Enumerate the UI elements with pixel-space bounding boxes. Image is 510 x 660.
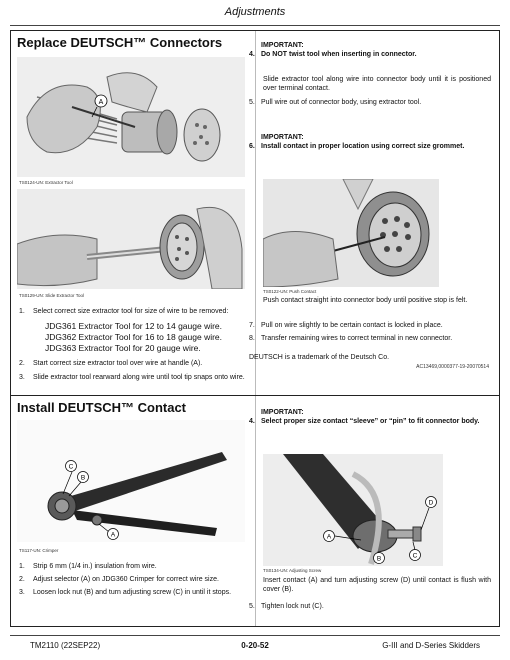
page-footer [10, 635, 500, 655]
slide-extractor-figure [17, 189, 245, 289]
trademark-note: DEUTSCH is a trademark of the Deutsch Co. [249, 354, 390, 361]
footer-manual-id: TM2110 (22SEP22) [30, 641, 101, 650]
figure-caption: TS117-UN: Crimper [19, 548, 59, 553]
step-text: Adjust selector (A) on JDG360 Crimper for correct wire size. [33, 576, 219, 583]
step-text: Strip 6 mm (1/4 in.) insulation from wire. [33, 563, 157, 570]
step-text: Pull wire out of connector body, using extractor tool. [261, 99, 422, 106]
crimper-figure [17, 420, 245, 542]
figure-caption: TS0122-UN: Push Contact [263, 289, 317, 294]
footer-page-number: 0-20-52 [241, 641, 269, 650]
step-number: 5. [249, 99, 255, 106]
step-5 [249, 602, 489, 611]
step-2 [19, 359, 251, 368]
step-number: 7. [249, 322, 255, 329]
step-2 [19, 575, 251, 584]
crimper-illustration [17, 420, 245, 542]
page-header-title: Adjustments [224, 6, 286, 18]
step-4 [249, 417, 489, 426]
step-text: Slide extractor tool rearward along wire until tool tip snaps onto wire. [33, 374, 245, 381]
step-text: Start correct size extractor tool over wire at handle (A). [33, 360, 203, 367]
push-contact-figure [263, 179, 439, 287]
step-number: 8. [249, 335, 255, 342]
slide-extractor-illustration [17, 189, 245, 289]
step-text: Select proper size contact “sleeve” or “pin” to fit connector body. [261, 418, 480, 425]
tool-list [45, 321, 251, 354]
replace-connectors-section [10, 30, 500, 396]
tool-item: JDG362 Extractor Tool for 16 to 18 gauge wire. [45, 332, 223, 342]
important-label: IMPORTANT: [261, 42, 304, 49]
step-text: Do NOT twist tool when inserting in connector. [261, 51, 417, 58]
step-number: 3. [19, 589, 25, 596]
step-number: 2. [19, 360, 25, 367]
step-text: Select correct size extractor tool for size of wire to be removed: [33, 308, 229, 315]
section-title: Install DEUTSCH™ Contact [17, 400, 187, 415]
important-label: IMPORTANT: [261, 134, 304, 141]
callout-c: C [68, 463, 74, 471]
step-text: Tighten lock nut (C). [261, 603, 324, 610]
adjusting-screw-illustration [263, 454, 443, 566]
important-label: IMPORTANT: [261, 409, 304, 416]
step-6 [249, 142, 489, 151]
slide-instruction: Slide extractor tool along wire into connector body until it is positioned over terminal contact. [263, 76, 491, 92]
step-7 [249, 321, 489, 330]
step-text: Loosen lock nut (B) and turn adjusting screw (C) in until it stops. [33, 589, 232, 596]
extractor-tool-illustration [17, 57, 245, 177]
step-1 [19, 307, 251, 316]
step-number: 3. [19, 374, 25, 381]
step-5 [249, 98, 489, 107]
tool-item: JDG361 Extractor Tool for 12 to 14 gauge wire. [45, 321, 223, 331]
step-3 [19, 373, 251, 382]
push-instruction: Push contact straight into connector body until positive stop is felt. [263, 297, 468, 304]
callout-d: D [428, 499, 434, 507]
step-4 [249, 50, 489, 59]
step-number: 4. [249, 418, 255, 425]
step-1 [19, 562, 251, 571]
step-number: 4. [249, 51, 255, 58]
figure-caption: TS0134-UN: Adjusting Screw [263, 568, 322, 573]
step-text: Install contact in proper location using correct size grommet. [261, 143, 465, 150]
section-title: Replace DEUTSCH™ Connectors [17, 35, 223, 50]
step-number: 6. [249, 143, 255, 150]
install-contact-section [10, 395, 500, 627]
step-text: Pull on wire slightly to be certain contact is locked in place. [261, 322, 443, 329]
extractor-tool-figure [17, 57, 245, 177]
step-number: 1. [19, 563, 25, 570]
callout-a: A [98, 99, 104, 106]
callout-a: A [110, 531, 116, 539]
step-number: 2. [19, 576, 25, 583]
step-text: Transfer remaining wires to correct terminal in new connector. [261, 335, 453, 342]
step-3 [19, 588, 251, 597]
footer-product: G-III and D-Series Skidders [382, 641, 480, 650]
callout-b: B [80, 474, 86, 482]
callout-c: C [412, 552, 418, 560]
reference-code: AC13469,0000377-19-20070514 [416, 364, 489, 370]
insert-instruction: Insert contact (A) and turn adjusting screw (D) until contact is flush with cover (B). [263, 577, 491, 593]
figure-caption: TS0129-UN: Slide Extractor Tool [19, 293, 84, 298]
callout-b: B [376, 555, 382, 563]
step-number: 5. [249, 603, 255, 610]
step-number: 1. [19, 308, 25, 315]
tool-item: JDG363 Extractor Tool for 20 gauge wire. [45, 343, 201, 353]
push-contact-illustration [263, 179, 439, 287]
column-divider [255, 396, 256, 626]
page-header [10, 6, 500, 26]
figure-caption: TS0124-UN: Extractor Tool [19, 180, 73, 185]
adjusting-screw-figure [263, 454, 443, 566]
step-8 [249, 334, 489, 343]
callout-a: A [326, 533, 332, 541]
